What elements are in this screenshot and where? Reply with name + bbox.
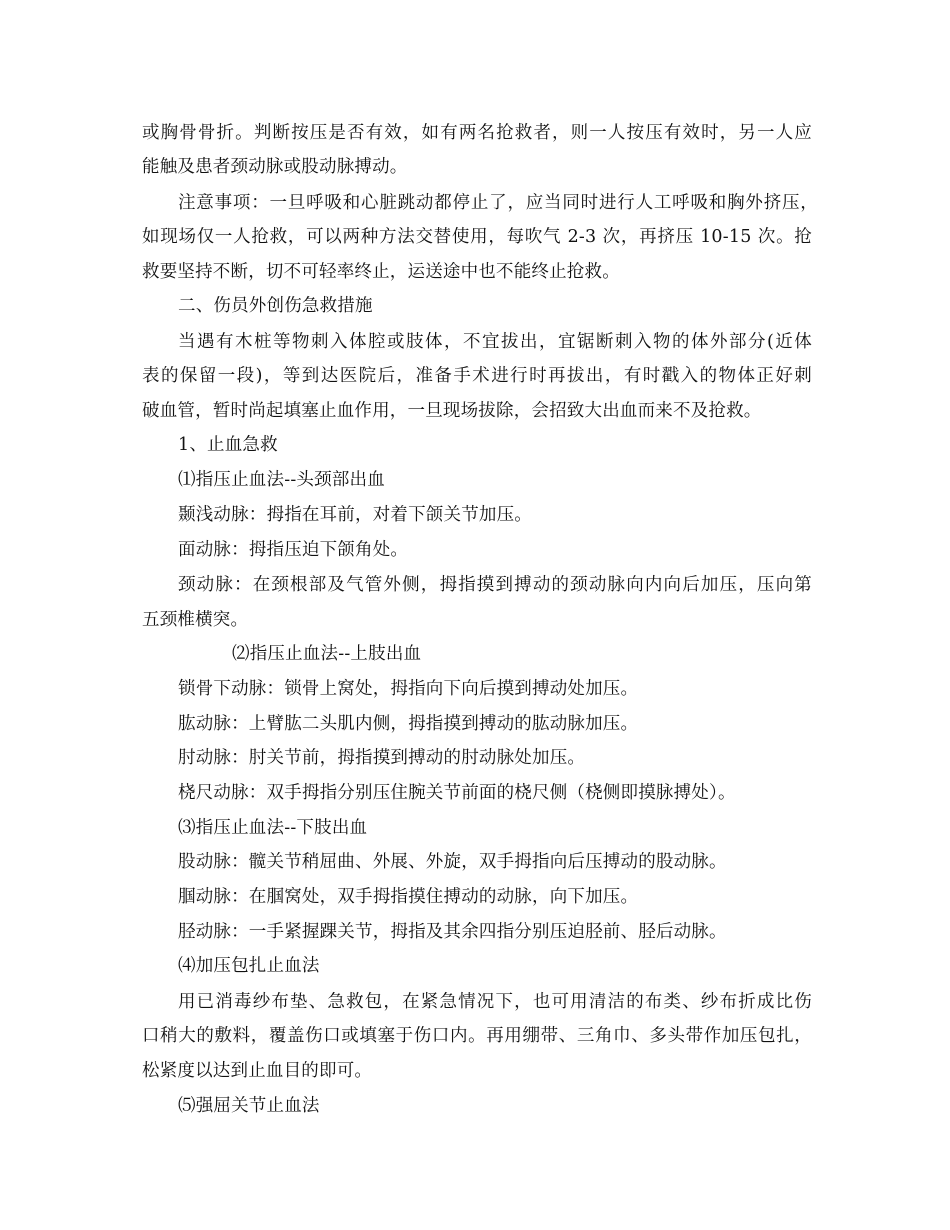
subsection-heading: ⑵指压止血法--上肢出血 — [232, 644, 422, 664]
text-line: 肘动脉：肘关节前，拇指摸到搏动的肘动脉处加压。 — [178, 748, 586, 768]
text-line: 颞浅动脉：拇指在耳前，对着下颌关节加压。 — [178, 505, 532, 525]
subsection-heading: ⑶指压止血法--下肢出血 — [178, 818, 368, 838]
text-line: 面动脉：拇指压迫下颌角处。 — [178, 540, 409, 560]
text-line: 或胸骨骨折。判断按压是否有效，如有两名抢救者，则一人按压有效时，另一人应 — [142, 123, 812, 143]
text-line: 用已消毒纱布垫、急救包，在紧急情况下，也可用清洁的布类、纱布折成比伤 — [178, 992, 812, 1012]
text-line: 五颈椎横突。 — [142, 610, 249, 630]
text-line: 救要坚持不断，切不可轻率终止，运送途中也不能终止抢救。 — [142, 262, 620, 282]
text-line: 肱动脉：上臂肱二头肌内侧，拇指摸到搏动的肱动脉加压。 — [178, 714, 639, 734]
text-line: 桡尺动脉：双手拇指分别压住腕关节前面的桡尺侧（桡侧即摸脉搏处）。 — [178, 783, 736, 803]
subsection-heading: ⑴指压止血法--头颈部出血 — [178, 470, 385, 490]
text-line: 胫动脉：一手紧握踝关节，拇指及其余四指分别压迫胫前、胫后动脉。 — [178, 922, 727, 942]
subsection-heading: ⑸强屈关节止血法 — [178, 1096, 320, 1116]
text-line: 股动脉：髋关节稍屈曲、外展、外旋，双手拇指向后压搏动的股动脉。 — [178, 852, 727, 872]
text-line: 如现场仅一人抢救，可以两种方法交替使用，每吹气 2-3 次，再挤压 10-15 次。抢 — [142, 227, 812, 247]
text-line: 口稍大的敷料，覆盖伤口或填塞于伤口内。再用绷带、三角巾、多头带作加压包扎， — [142, 1026, 812, 1046]
text-line: 注意事项：一旦呼吸和心脏跳动都停止了，应当同时进行人工呼吸和胸外挤压， — [178, 193, 818, 213]
subsection-heading: 1、止血急救 — [178, 435, 278, 455]
section-heading: 二、伤员外创伤急救措施 — [178, 296, 373, 316]
text-line: 表的保留一段)，等到达医院后，准备手术进行时再拔出，有时戳入的物体正好刺 — [142, 366, 812, 386]
text-line: 锁骨下动脉：锁骨上窝处，拇指向下向后摸到搏动处加压。 — [178, 679, 639, 699]
subsection-heading: ⑷加压包扎止血法 — [178, 956, 320, 976]
text-line: 腘动脉：在腘窝处，双手拇指摸住搏动的动脉，向下加压。 — [178, 887, 639, 907]
text-line: 破血管，暂时尚起填塞止血作用，一旦现场拔除，会招致大出血而来不及抢救。 — [142, 401, 762, 421]
text-line: 颈动脉：在颈根部及气管外侧，拇指摸到搏动的颈动脉向内向后加压，压向第 — [178, 575, 812, 595]
text-line: 能触及患者颈动脉或股动脉搏动。 — [142, 157, 408, 177]
text-line: 松紧度以达到止血目的即可。 — [142, 1061, 373, 1081]
text-line: 当遇有木桩等物刺入体腔或肢体，不宜拔出，宜锯断刺入物的体外部分(近体 — [178, 332, 812, 352]
